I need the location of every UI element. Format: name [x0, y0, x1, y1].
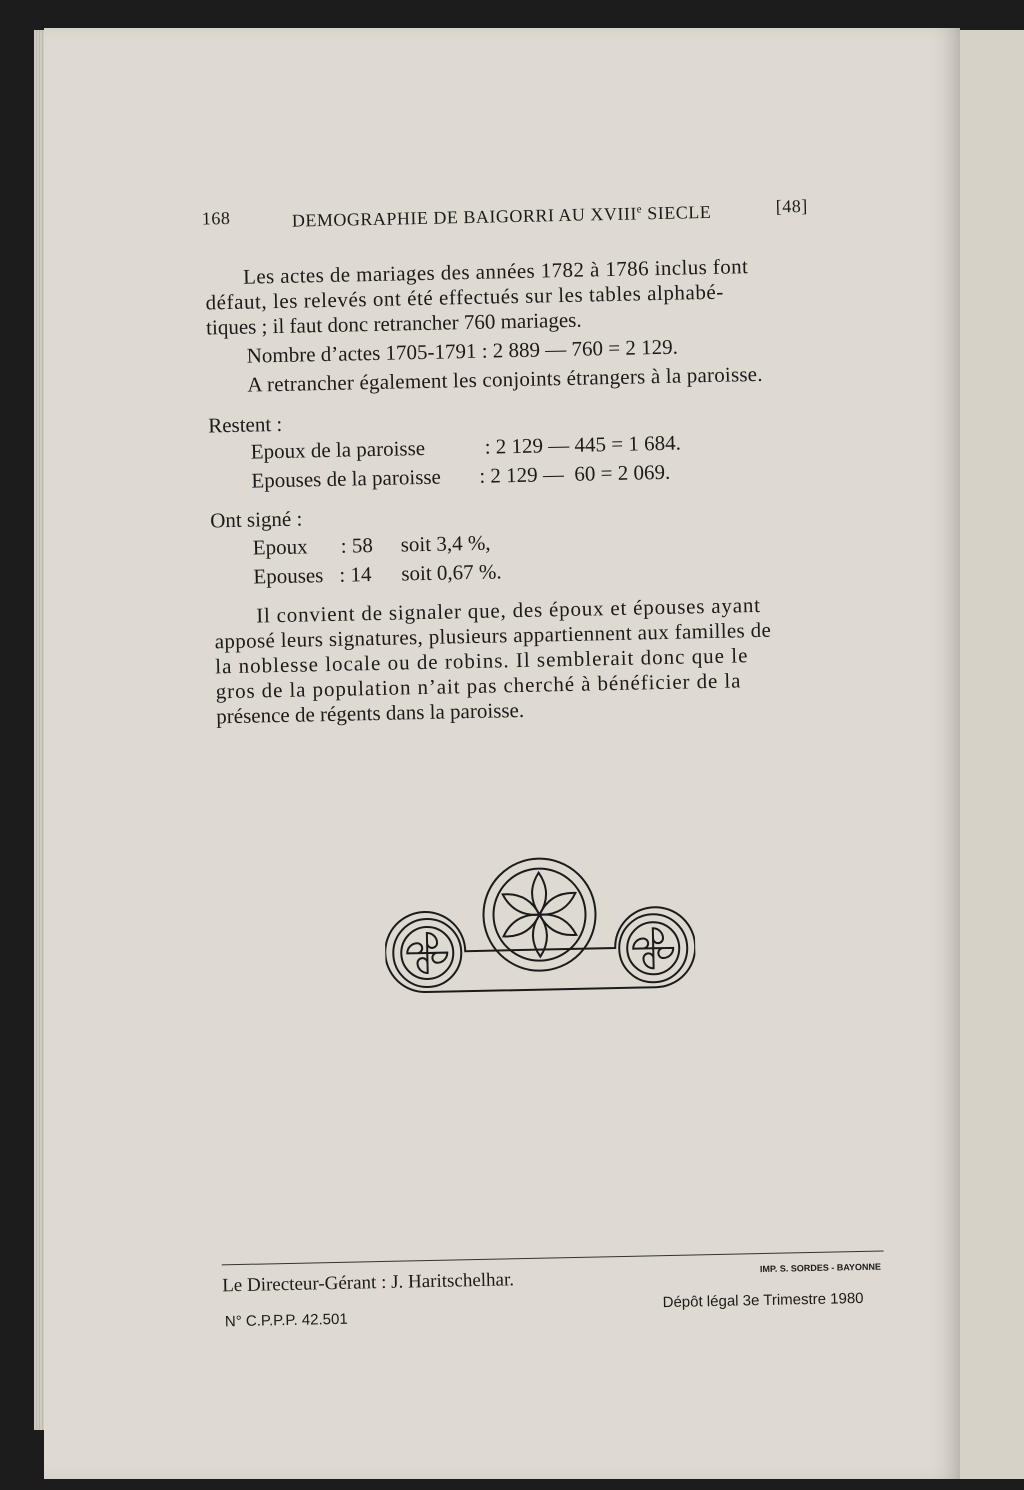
signe-epouses-label: Epouses [253, 563, 324, 589]
page-number: 168 [201, 207, 231, 229]
paragraph-4-line-2: apposé leurs signatures, plusieurs appartiennent aux familles de [214, 617, 772, 654]
signe-epouses-ratio: soit 0,67 %. [401, 559, 502, 586]
paragraph-4-line-4: gros de la population n’ait pas cherché à bénéficier de la [215, 668, 742, 704]
footer-depot-legal: Dépôt légal 3e Trimestre 1980 [662, 1289, 864, 1312]
ornament-right-lauburu [633, 928, 674, 969]
running-title-text: DEMOGRAPHIE DE BAIGORRI AU XVIII [291, 203, 638, 231]
signe-epouses-value: : 14 [339, 562, 372, 587]
running-title [292, 196, 712, 233]
epoux-paroisse-label: Epoux de la paroisse [250, 435, 426, 464]
paragraph-1-line-2: défaut, les relevés ont été effectués sur les tables alphabé- [205, 279, 725, 315]
ornament-rosette [499, 872, 580, 958]
ont-signe-label: Ont signé : [209, 506, 303, 533]
ornament-left-lauburu [407, 933, 448, 974]
footer-director: Le Directeur-Gérant : J. Haritschelhar. [221, 1269, 515, 1297]
restent-label: Restent : [207, 411, 283, 438]
signe-epoux-value: : 58 [340, 533, 374, 558]
paragraph-4-line-1: Il convient de signaler que, des époux et épouses ayant [255, 592, 762, 628]
paragraph-1-line-1: Les actes de mariages des années 1782 à 1786 inclus font [242, 254, 749, 289]
signe-epoux-label: Epoux [252, 534, 308, 560]
running-title-end: SIECLE [642, 201, 712, 224]
paragraph-2: Nombre d’actes 1705-1791 : 2 889 — 760 = 2 129. [246, 334, 679, 368]
footer-cppp: N° C.P.P.P. 42.501 [224, 1310, 348, 1331]
paragraph-3: A retrancher également les conjoints étrangers à la paroisse. [247, 361, 763, 397]
running-title-superscript: e [636, 203, 643, 216]
paragraph-1-line-3: tiques ; il faut donc retrancher 760 mariages. [205, 307, 582, 340]
paragraph-4-line-3: la noblesse locale ou de robins. Il semblerait donc que le [214, 643, 749, 679]
original-page-number: [48] [775, 195, 808, 217]
paragraph-4-line-5: présence de régents dans la paroisse. [216, 697, 525, 729]
footer-printer: IMP. S. SORDES - BAYONNE [759, 1261, 882, 1275]
epoux-paroisse-calc: : 2 129 — 445 = 1 684. [484, 430, 682, 459]
basque-ornament [383, 851, 696, 1002]
epouses-paroisse-label: Epouses de la paroisse [251, 464, 442, 493]
signe-epoux-ratio: soit 3,4 %, [400, 530, 491, 557]
epouses-paroisse-calc: : 2 129 — 60 = 2 069. [479, 459, 671, 488]
